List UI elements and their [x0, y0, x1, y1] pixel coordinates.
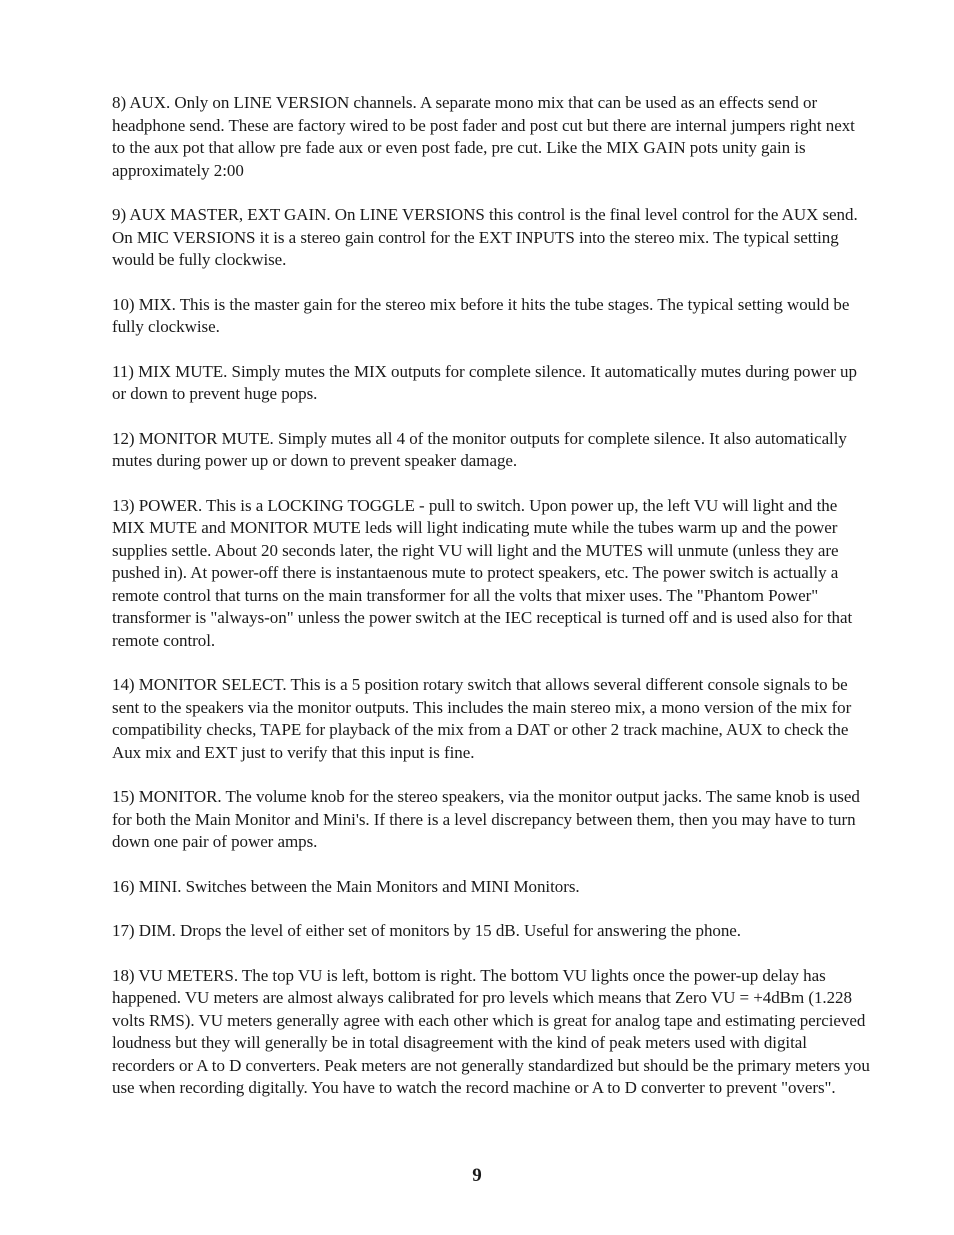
paragraph-monitor-mute: 12) MONITOR MUTE. Simply mutes all 4 of the monitor outputs for complete silence. It also automatically mutes during power up or down to prevent speaker damage.: [112, 428, 847, 470]
paragraph-mix-mute: 11) MIX MUTE. Simply mutes the MIX outputs for complete silence. It automatically mutes during power up or down to prevent huge pops.: [112, 361, 857, 403]
paragraph-monitor-select: 14) MONITOR SELECT. This is a 5 position rotary switch that allows several different console signals to be sent to the speakers via the monitor outputs. This includes the main stereo mix, a mono version of the mix for compatibility checks, TAPE for playback of the mix from a DAT or other 2 track machine, AUX to check the Aux mix and EXT just to verify that this input is fine.: [112, 675, 852, 762]
paragraph-power: 13) POWER. This is a LOCKING TOGGLE - pull to switch. Upon power up, the left VU will light and the MIX MUTE and MONITOR MUTE leds will light indicating mute while the tubes warm up and the power supplies settle. About 20 seconds later, the right VU will light and the MUTES will unmute (unless they are pushed in). At power-off there is instantaenous mute to protect speakers, etc. The power switch is actually a remote control that turns on the main transformer for all the volts that mixer uses. The "Phantom Power" transformer is "always-on" unless the power switch at the IEC receptical is turned off and is used also for that remote control.: [112, 495, 853, 650]
paragraph-monitor: 15) MONITOR. The volume knob for the stereo speakers, via the monitor output jacks. The same knob is used for both the Main Monitor and Mini's. If there is a level discrepancy between them, then you may have to turn down one pair of power amps.: [112, 787, 860, 851]
paragraph-vu-meters: 18) VU METERS. The top VU is left, bottom is right. The bottom VU lights once the power-up delay has happened. VU meters are almost always calibrated for pro levels which means that Zero VU = +4dBm (1.228 volts RMS). VU meters generally agree with each other which is great for analog tape and estimating percieved loudness but they will generally be in total disagreement with the kind of peak meters used with digital recorders or A to D converters. Peak meters are not generally standardized but should be the primary meters you use when recording digitally. You have to watch the record machine or A to D converter to prevent "overs".: [112, 965, 870, 1097]
paragraph-aux-master: 9) AUX MASTER, EXT GAIN. On LINE VERSIONS this control is the final level control for the AUX send. On MIC VERSIONS it is a stereo gain control for the EXT INPUTS into the stereo mix. The typical setting would be fully clockwise.: [112, 205, 858, 269]
paragraph-aux: 8) AUX. Only on LINE VERSION channels. A separate mono mix that can be used as an effects send or headphone send. These are factory wired to be post fader and post cut but there are internal jumpers right next to the aux pot that allow pre fade aux or even post fade, pre cut. Like the MIX GAIN pots unity gain is approximately 2:00: [112, 93, 855, 180]
paragraph-dim: 17) DIM. Drops the level of either set of monitors by 15 dB. Useful for answering the phone.: [112, 921, 741, 940]
paragraph-mini: 16) MINI. Switches between the Main Monitors and MINI Monitors.: [112, 876, 580, 896]
document-body: [112, 92, 872, 1122]
page-number: 9: [472, 1165, 482, 1186]
paragraph-mix: 10) MIX. This is the master gain for the stereo mix before it hits the tube stages. The typical setting would be fully clockwise.: [112, 294, 850, 336]
